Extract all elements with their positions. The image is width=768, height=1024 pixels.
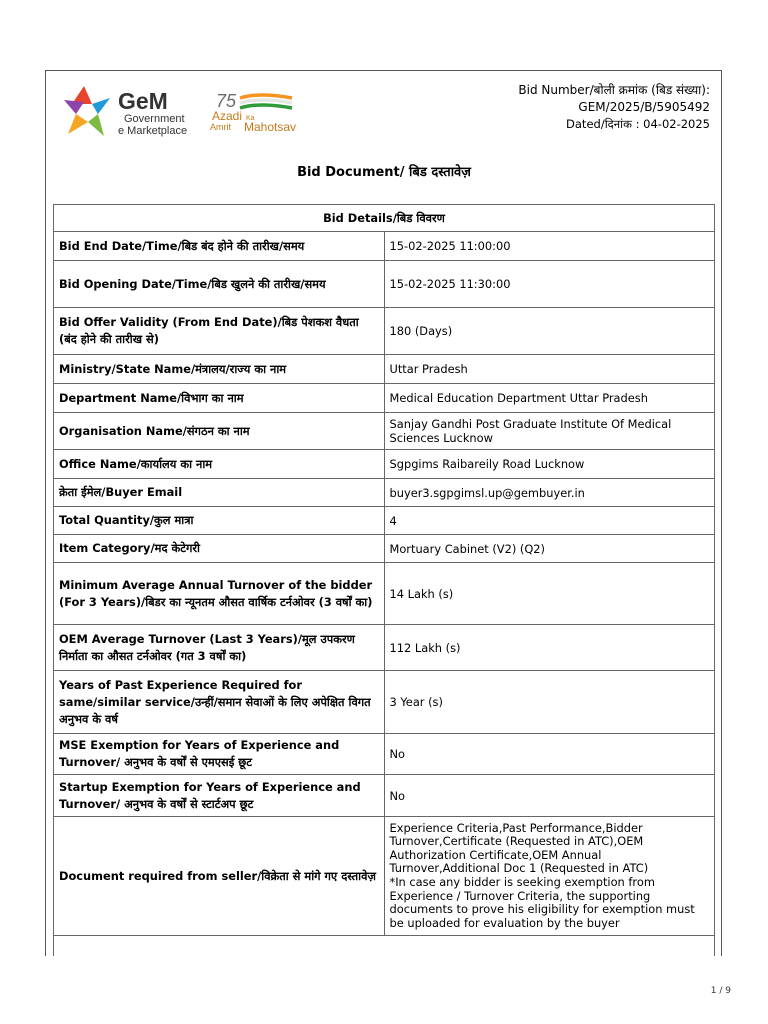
azadi-logo-line2: Amrit — [210, 122, 231, 132]
bid-number: GEM/2025/B/5905492 — [578, 100, 710, 114]
azadi-ka-amrit-mahotsav-logo — [210, 90, 320, 134]
row-label: MSE Exemption for Years of Experience and Turnover/ अनुभव के वर्षों से एमएसई छूट — [54, 734, 385, 775]
azadi-logo-line3: Mahotsav — [244, 120, 297, 134]
table-continuation — [53, 935, 715, 956]
row-label: Organisation Name/संगठन का नाम — [54, 413, 385, 450]
table-row — [54, 384, 715, 413]
row-value: 14 Lakh (s) — [384, 563, 715, 625]
row-value: No — [384, 734, 715, 775]
gem-star-icon — [64, 86, 110, 136]
row-label: Ministry/State Name/मंत्रालय/राज्य का नाम — [54, 355, 385, 384]
row-value: 15-02-2025 11:30:00 — [384, 261, 715, 308]
table-heading-row — [54, 205, 715, 232]
table-row — [54, 775, 715, 817]
row-label: OEM Average Turnover (Last 3 Years)/मूल उपकरण निर्माता का औसत टर्नओवर (गत 3 वर्षों का) — [54, 625, 385, 671]
row-value: 3 Year (s) — [384, 671, 715, 734]
table-row — [54, 479, 715, 507]
azadi-logo-line1: Azadi — [212, 109, 243, 123]
row-value: Medical Education Department Uttar Pradesh — [384, 384, 715, 413]
gem-logo-name: GeM — [118, 88, 168, 114]
document-title: Bid Document/ बिड दस्तावेज़ — [297, 165, 471, 180]
row-label: Bid Opening Date/Time/बिड खुलने की तारीख/समय — [54, 261, 385, 308]
table-row — [54, 413, 715, 450]
row-value: 15-02-2025 11:00:00 — [384, 232, 715, 261]
row-label: Startup Exemption for Years of Experience and Turnover/ अनुभव के वर्षों से स्टार्टअप छूट — [54, 775, 385, 817]
bid-info — [518, 82, 710, 133]
table-row — [54, 535, 715, 563]
row-label: Document required from seller/विक्रेता से मांगे गए दस्तावेज़ — [54, 817, 385, 936]
table-row — [54, 671, 715, 734]
row-label: Minimum Average Annual Turnover of the bidder (For 3 Years)/बिडर का न्यूनतम औसत वार्षिक टर्नओवर (3 वर्षों का) — [54, 563, 385, 625]
row-label: Office Name/कार्यालय का नाम — [54, 450, 385, 479]
row-label: Bid End Date/Time/बिड बंद होने की तारीख/समय — [54, 232, 385, 261]
row-value: Experience Criteria,Past Performance,Bidder Turnover,Certificate (Requested in ATC),OEM Authorization Certificate,OEM Annual Turnover,Additional Doc 1 (Requested in ATC) *In case any bidder is seeking exemption from Experience / Turnover Criteria, the supporting documents to prove his eligibility for exemption must be uploaded for evaluation by the buyer — [384, 817, 715, 936]
azadi-logo-number: 75 — [216, 91, 237, 111]
row-label: Department Name/विभाग का नाम — [54, 384, 385, 413]
row-value: 4 — [384, 507, 715, 535]
table-row — [54, 355, 715, 384]
row-value: 180 (Days) — [384, 308, 715, 355]
table-row — [54, 625, 715, 671]
dated-value: 04-02-2025 — [643, 117, 710, 131]
row-value: buyer3.sgpgimsl.up@gembuyer.in — [384, 479, 715, 507]
gem-logo-line2: e Marketplace — [118, 125, 188, 137]
bid-number-label: Bid Number/बोली क्रमांक (बिड संख्या): — [518, 83, 710, 97]
row-label: Bid Offer Validity (From End Date)/बिड पेशकश वैधता (बंद होने की तारीख से) — [54, 308, 385, 355]
bid-details-table — [53, 204, 715, 936]
table-row — [54, 232, 715, 261]
row-value: Uttar Pradesh — [384, 355, 715, 384]
row-value: 112 Lakh (s) — [384, 625, 715, 671]
table-row — [54, 308, 715, 355]
table-row — [54, 563, 715, 625]
bid-dated — [518, 116, 710, 133]
table-row — [54, 734, 715, 775]
row-label: क्रेता ईमेल/Buyer Email — [54, 479, 385, 507]
table-row — [54, 450, 715, 479]
gem-logo — [62, 82, 202, 142]
table-heading: Bid Details/बिड विवरण — [54, 205, 715, 232]
table-row — [54, 507, 715, 535]
azadi-logo-ka: Ka — [246, 115, 255, 122]
row-label: Years of Past Experience Required for same/similar service/उन्हीं/समान सेवाओं के लिए अपेक्षित विगत अनुभव के वर्ष — [54, 671, 385, 734]
row-value: Sgpgims Raibareily Road Lucknow — [384, 450, 715, 479]
row-label: Total Quantity/कुल मात्रा — [54, 507, 385, 535]
row-value: Mortuary Cabinet (V2) (Q2) — [384, 535, 715, 563]
row-label: Item Category/मद केटेगरी — [54, 535, 385, 563]
row-value: No — [384, 775, 715, 817]
dated-label: Dated/दिनांक : — [566, 117, 640, 131]
table-row — [54, 261, 715, 308]
tricolor-flag-icon — [240, 95, 292, 108]
table-row — [54, 817, 715, 936]
gem-logo-line1: Government — [124, 113, 185, 125]
page-number: 1 / 9 — [710, 986, 731, 996]
row-value: Sanjay Gandhi Post Graduate Institute Of Medical Sciences Lucknow — [384, 413, 715, 450]
